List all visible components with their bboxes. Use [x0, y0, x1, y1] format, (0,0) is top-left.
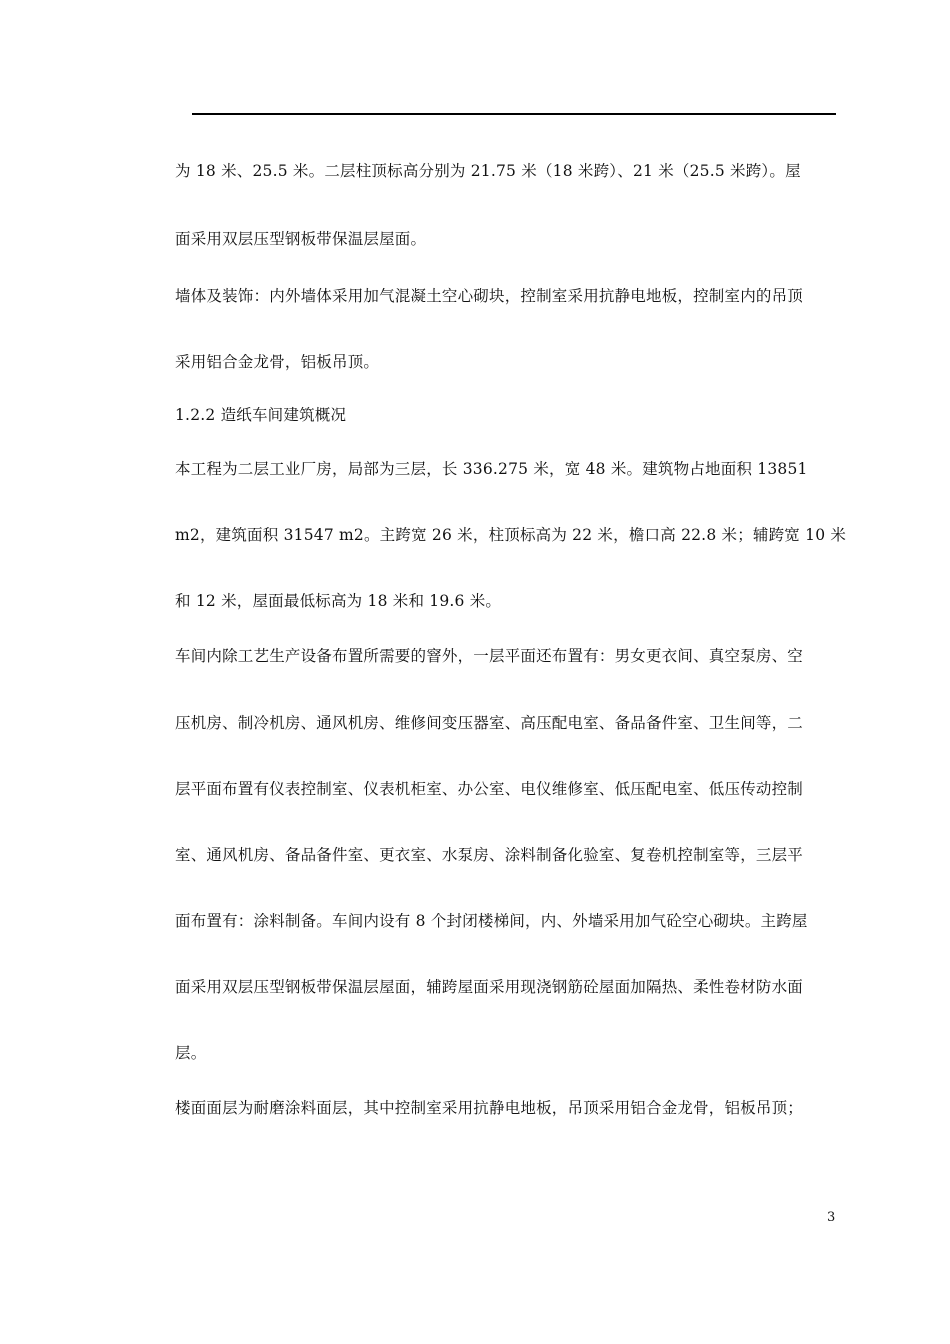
paragraph-4-line-7: 层。: [175, 1044, 207, 1062]
paragraph-1-line-2: 面采用双层压型钢板带保温层屋面。: [175, 230, 427, 248]
paragraph-4-line-6: 面采用双层压型钢板带保温层屋面，辅跨屋面采用现浇钢筋砼屋面加隔热、柔性卷材防水面: [175, 978, 804, 996]
paragraph-4-line-5: 面布置有：涂料制备。车间内设有 8 个封闭楼梯间，内、外墙采用加气砼空心砌块。主跨屋: [175, 912, 808, 930]
page-number: 3: [827, 1210, 836, 1225]
paragraph-3-line-3: 和 12 米，屋面最低标高为 18 米和 19.6 米。: [175, 592, 502, 610]
paragraph-3-line-2: m2，建筑面积 31547 m2。主跨宽 26 米，柱顶标高为 22 米，檐口高 22.8 米；辅跨宽 10 米: [175, 526, 847, 544]
paragraph-4-line-3: 层平面布置有仪表控制室、仪表机柜室、办公室、电仪维修室、低压配电室、低压传动控制: [175, 780, 804, 798]
paragraph-4-line-2: 压机房、制冷机房、通风机房、维修间变压器室、高压配电室、备品备件室、卫生间等，二: [175, 714, 804, 732]
paragraph-3-line-1: 本工程为二层工业厂房，局部为三层，长 336.275 米，宽 48 米。建筑物占地面积 13851: [175, 460, 808, 478]
paragraph-1-line-1: 为 18 米、25.5 米。二层柱顶标高分别为 21.75 米（18 米跨）、21 米（25.5 米跨）。屋: [175, 162, 801, 180]
header-rule: [192, 113, 836, 115]
paragraph-4-line-1: 车间内除工艺生产设备布置所需要的窨外，一层平面还布置有：男女更衣间、真空泵房、空: [175, 647, 804, 665]
paragraph-2-line-1: 墙体及装饰：内外墙体采用加气混凝土空心砌块，控制室采用抗静电地板，控制室内的吊顶: [175, 287, 804, 305]
paragraph-5-line-1: 楼面面层为耐磨涂料面层，其中控制室采用抗静电地板，吊顶采用铝合金龙骨，铝板吊顶；: [175, 1099, 804, 1117]
paragraph-2-line-2: 采用铝合金龙骨，铝板吊顶。: [175, 353, 380, 371]
paragraph-4-line-4: 室、通风机房、备品备件室、更衣室、水泵房、涂料制备化验室、复卷机控制室等，三层平: [175, 846, 804, 864]
section-heading: 1.2.2 造纸车间建筑概况: [175, 406, 347, 424]
